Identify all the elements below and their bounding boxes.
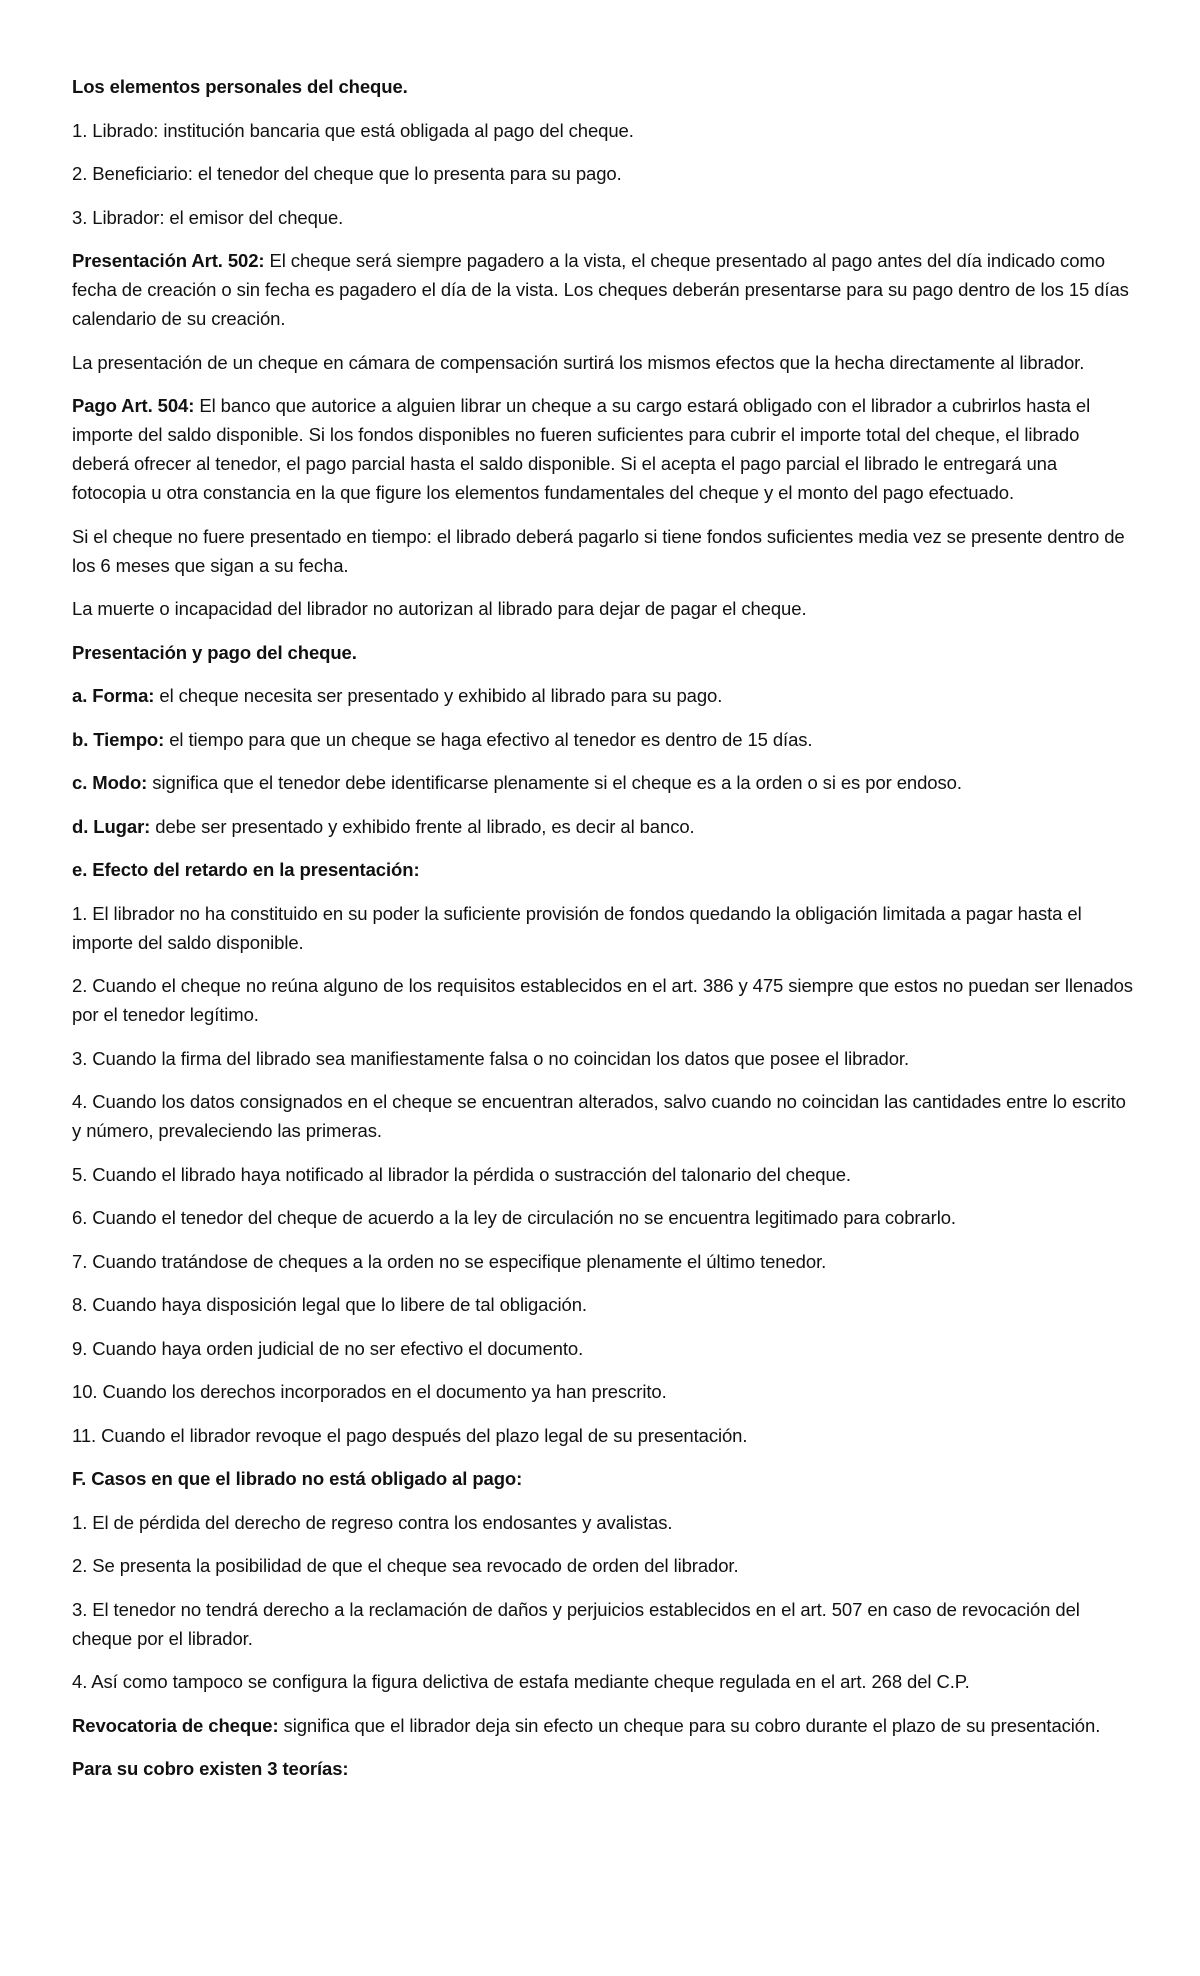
paragraph-muerte: La muerte o incapacidad del librador no autorizan al librado para dejar de pagar el cheque. <box>72 598 807 619</box>
heading-personal: Los elementos personales del cheque. <box>72 76 408 97</box>
label-forma: a. Forma: <box>72 685 155 706</box>
list-item: 1. El de pérdida del derecho de regreso contra los endosantes y avalistas. <box>72 1511 673 1533</box>
list-item-librado: 1. Librado: institución bancaria que está obligada al pago del cheque. <box>72 119 634 141</box>
paragraph-pago <box>72 391 1136 507</box>
text-forma: el cheque necesita ser presentado y exhibido al librado para su pago. <box>154 685 723 706</box>
text-revocatoria: significa que el librador deja sin efecto un cheque para su cobro durante el plazo de su presentación. <box>278 1714 1101 1736</box>
list-item-beneficiario: 2. Beneficiario: el tenedor del cheque que lo presenta para su pago. <box>72 163 622 184</box>
list-item: 4. Cuando los datos consignados en el cheque se encuentran alterados, salvo cuando no coincidan las cantidades entre lo escrito y número, prevaleciendo las primeras. <box>72 1091 1126 1141</box>
text-modo: significa que el tenedor debe identificarse plenamente si el cheque es a la orden o si es por endoso. <box>147 772 962 793</box>
heading-presentacion-pago: Presentación y pago del cheque. <box>72 641 357 663</box>
list-item: 10. Cuando los derechos incorporados en el documento ya han prescrito. <box>72 1381 667 1402</box>
paragraph-no-presentado: Si el cheque no fuere presentado en tiempo: el librado deberá pagarlo si tiene fondos suficientes media vez se presente dentro de los 6 meses que sigan a su fecha. <box>72 525 1125 576</box>
label-revocatoria: Revocatoria de cheque: <box>72 1714 279 1736</box>
paragraph-camara: La presentación de un cheque en cámara de compensación surtirá los mismos efectos que la hecha directamente al librador. <box>72 351 1085 373</box>
list-item: 3. Cuando la firma del librado sea manifiestamente falsa o no coincidan los datos que posee el librador. <box>72 1047 910 1069</box>
list-item: 2. Cuando el cheque no reúna alguno de los requisitos establecidos en el art. 386 y 475 siempre que estos no puedan ser llenados por el tenedor legítimo. <box>72 975 1133 1025</box>
label-tiempo: b. Tiempo: <box>72 728 165 750</box>
label-presentacion: Presentación Art. 502: <box>72 250 265 271</box>
list-item-librador: 3. Librador: el emisor del cheque. <box>72 206 344 228</box>
list-item: 1. El librador no ha constituido en su poder la suficiente provisión de fondos quedando la obligación limitada a pagar hasta el importe del saldo disponible. <box>72 902 1082 953</box>
paragraph-tiempo <box>72 725 1136 754</box>
paragraph-modo <box>72 768 1136 797</box>
list-item: 11. Cuando el librador revoque el pago después del plazo legal de su presentación. <box>72 1424 748 1446</box>
list-item: 7. Cuando tratándose de cheques a la orden no se especifique plenamente el último tenedor. <box>72 1250 827 1272</box>
label-lugar: d. Lugar: <box>72 815 151 837</box>
label-pago: Pago Art. 504: <box>72 395 195 416</box>
label-modo: c. Modo: <box>72 772 148 793</box>
list-item: 5. Cuando el librado haya notificado al librador la pérdida o sustracción del talonario del cheque. <box>72 1163 851 1185</box>
list-item: 6. Cuando el tenedor del cheque de acuerdo a la ley de circulación no se encuentra legitimado para cobrarlo. <box>72 1207 956 1228</box>
text-lugar: debe ser presentado y exhibido frente al librado, es decir al banco. <box>150 815 695 837</box>
paragraph-lugar <box>72 812 1136 841</box>
list-item: 4. Así como tampoco se configura la figura delictiva de estafa mediante cheque regulada en el art. 268 del C.P. <box>72 1671 970 1692</box>
text-pago: El banco que autorice a alguien librar un cheque a su cargo estará obligado con el librador a cubrirlos hasta el importe del saldo disponible. Si los fondos disponibles no fueren suficientes para cubrir el importe total del cheque, el librado deberá ofrecer al tenedor, el pago parcial hasta el saldo disponible. Si el acepta el pago parcial el librado le entregará una fotocopia u otra constancia en la que figure los elementos fundamentales del cheque y el monto del pago efectuado. <box>72 395 1091 503</box>
text-presentacion: El cheque será siempre pagadero a la vista, el cheque presentado al pago antes del día indicado como fecha de creación o sin fecha es pagadero el día de la vista. Los cheques deberán presentarse para su pago dentro de los 15 días calendario de su creación. <box>72 250 1129 329</box>
list-item: 8. Cuando haya disposición legal que lo libere de tal obligación. <box>72 1294 587 1315</box>
heading-casos: F. Casos en que el librado no está obligado al pago: <box>72 1468 523 1489</box>
document-page <box>72 72 1136 1798</box>
paragraph-forma <box>72 681 1136 710</box>
list-item: 2. Se presenta la posibilidad de que el cheque sea revocado de orden del librador. <box>72 1555 739 1576</box>
heading-teorias: Para su cobro existen 3 teorías: <box>72 1758 349 1779</box>
text-tiempo: el tiempo para que un cheque se haga efectivo al tenedor es dentro de 15 días. <box>164 728 813 750</box>
paragraph-revocatoria <box>72 1711 1136 1740</box>
list-item: 9. Cuando haya orden judicial de no ser efectivo el documento. <box>72 1337 584 1359</box>
heading-efecto-retardo: e. Efecto del retardo en la presentación: <box>72 859 420 880</box>
paragraph-presentacion <box>72 246 1136 333</box>
list-item: 3. El tenedor no tendrá derecho a la reclamación de daños y perjuicios establecidos en el art. 507 en caso de revocación del cheque por el librador. <box>72 1598 1080 1649</box>
